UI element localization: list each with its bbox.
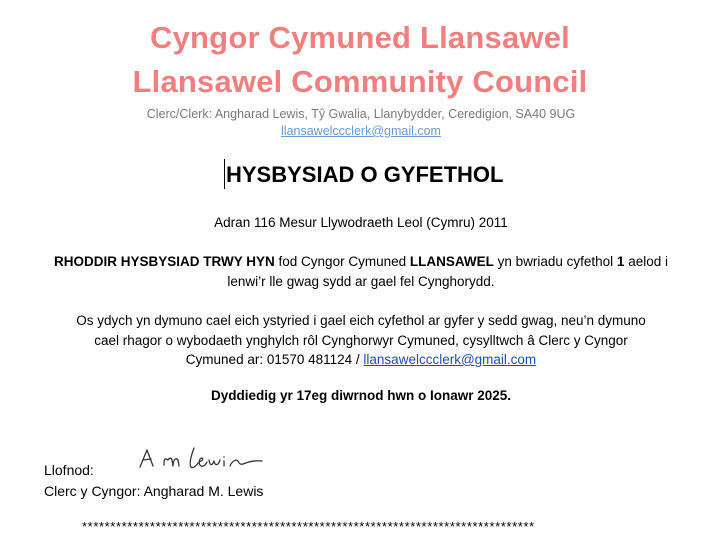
apply-email-link[interactable]: llansawelccclerk@gmail.com [363, 352, 537, 367]
notice-text-3: aelod i [624, 254, 668, 269]
notice-text-2: yn bwriadu cyfethol [493, 254, 617, 269]
text-cursor [224, 159, 225, 189]
clerk-signoff: Clerc y Cyngor: Angharad M. Lewis [44, 483, 264, 499]
notice-paragraph [0, 252, 705, 291]
notice-heading: HYSBYSIAD O GYFETHOL [226, 162, 504, 187]
notice-place: LLANSAWEL [409, 254, 494, 269]
clerk-address: Clerc/Clerk: Angharad Lewis, Tŷ Gwalia, Llanybydder, Ceredigion, SA40 9UG [146, 107, 576, 121]
council-title-welsh: Cyngor Cymuned Llansawel [150, 20, 570, 55]
apply-line-3-prefix: Cymuned ar: 01570 481124 / [185, 352, 364, 367]
asterisk-divider: ******************************************************************************** [82, 519, 535, 534]
notice-line-2: lenwi’r lle gwag sydd ar gael fel Cynghorydd. [227, 273, 495, 289]
council-title-english: Llansawel Community Council [132, 64, 588, 99]
signature-label: Llofnod: [44, 462, 94, 478]
apply-paragraph [0, 311, 705, 370]
legal-section-line: Adran 116 Mesur Llywodraeth Leol (Cymru) 2011 [214, 215, 508, 230]
apply-line-1: Os ydych yn dymuno cael eich ystyried i gael eich cyfethol ar gyfer y sedd gwag, neu’n dymuno [76, 313, 646, 328]
header-email-link[interactable]: llansawelccclerk@gmail.com [281, 124, 441, 138]
notice-text-1: fod Cyngor Cymuned [274, 254, 410, 269]
handwritten-signature [138, 442, 273, 474]
notice-number: 1 [616, 254, 625, 269]
dated-line: Dyddiedig yr 17eg diwrnod hwn o Ionawr 2025. [210, 388, 512, 403]
apply-line-2: cael rhagor o wybodaeth ynghylch rôl Cynghorwyr Cymuned, cysylltwch â Clerc y Cyngor [94, 332, 628, 348]
notice-lead: RHODDIR HYSBYSIAD TRWY HYN [54, 254, 275, 269]
